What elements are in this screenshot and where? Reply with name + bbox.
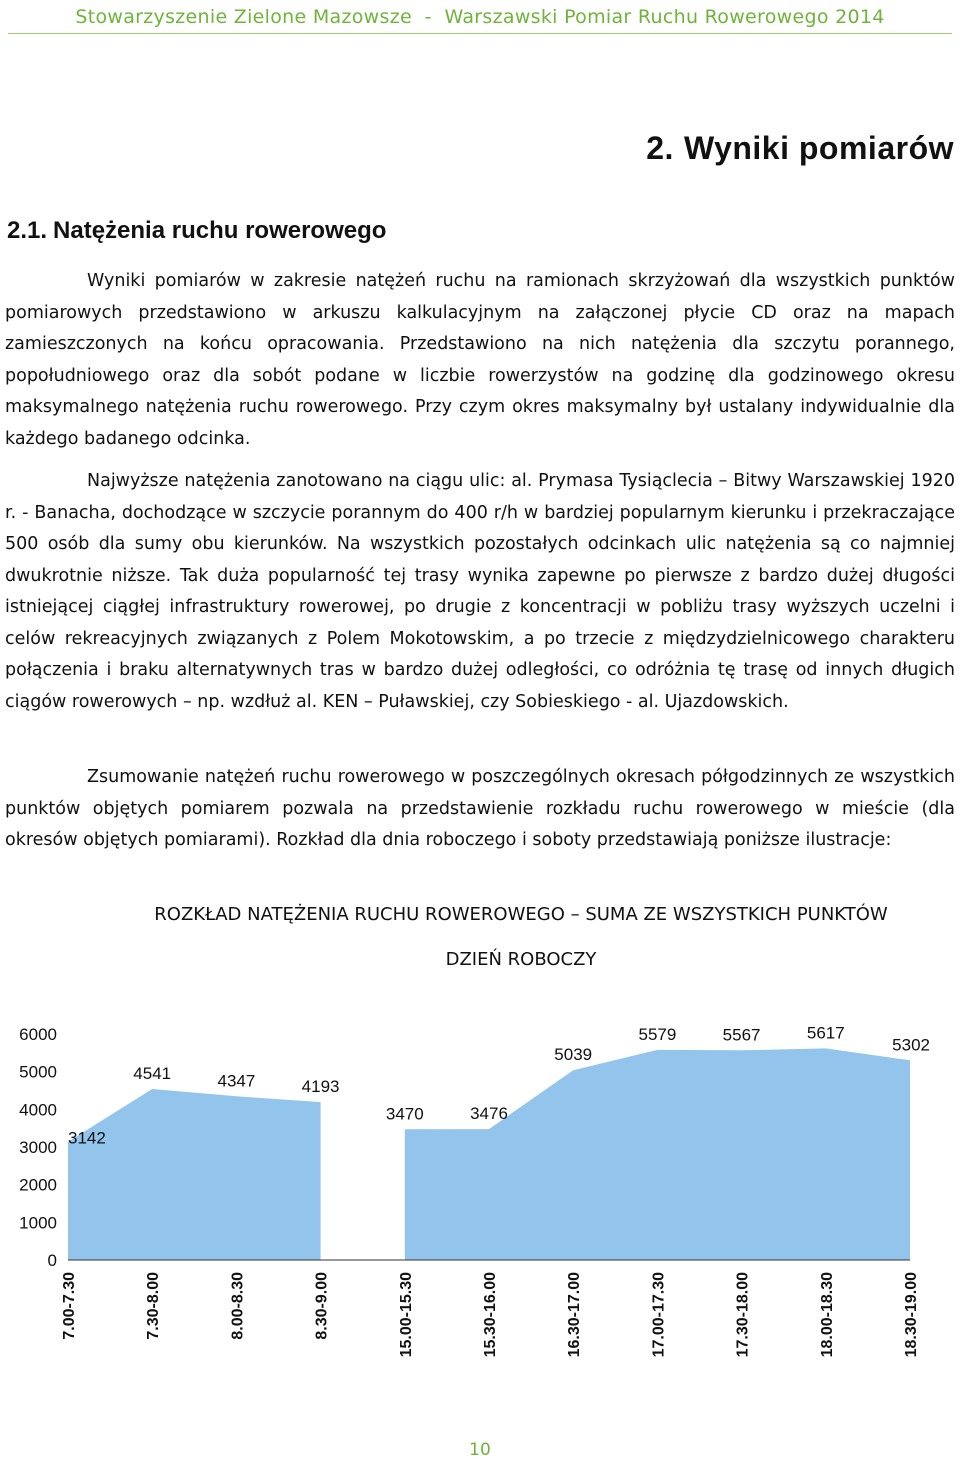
x-tick-label: 17.00-17.30: [650, 1272, 668, 1358]
data-label: 3142: [68, 1128, 106, 1148]
paragraph-1: Wyniki pomiarów w zakresie natężeń ruchu na ramionach skrzyżowań dla wszystkich punktów pomiarowych przedstawiono w arkuszu kalkulacyjnym na załączonej płycie CD oraz na mapach zamieszczonych na końcu opracowania. Przedstawiono na nich natężenia dla szczytu porannego, popołudniowego oraz dla sobót podane w liczbie rowerzystów na godzinę dla godzinowego okresu maksymalnego natężenia ruchu rowerowego. Przy czym okres maksymalny był ustalany indywidualnie dla każdego badanego odcinka.: [5, 271, 955, 449]
y-tick-label: 1000: [19, 1213, 57, 1233]
y-tick-label: 2000: [19, 1175, 57, 1195]
body-section-2: [5, 466, 955, 718]
section-title: [646, 130, 954, 167]
x-tick-label: 15.00-15.30: [397, 1272, 415, 1358]
y-tick-label: 3000: [19, 1138, 57, 1157]
subsection-title-text: Natężenia ruchu rowerowego: [53, 217, 387, 244]
header-divider: [8, 33, 952, 34]
figure-caption-subtitle: DZIEŃ ROBOCZY: [445, 949, 597, 970]
figure-caption-title: ROZKŁAD NATĘŻENIA RUCHU ROWEROWEGO – SUMA ZE WSZYSTKICH PUNKTÓW: [154, 904, 888, 925]
x-tick-label: 17.30-18.00: [734, 1272, 752, 1358]
data-label: 4193: [301, 1077, 340, 1097]
area-segment-2: [405, 1048, 910, 1260]
data-label: 4541: [133, 1063, 172, 1083]
data-label: 3476: [470, 1104, 508, 1124]
x-tick-label: 7.30-8.00: [145, 1272, 163, 1340]
page-number: 10: [469, 1440, 491, 1460]
x-tick-label: 18.00-18.30: [818, 1272, 836, 1358]
data-label: 5617: [806, 1023, 845, 1043]
x-tick-label: 8.00-8.30: [229, 1272, 247, 1340]
x-tick-label: 8.30-9.00: [313, 1272, 331, 1340]
page-header: Stowarzyszenie Zielone Mazowsze - Warszawski Pomiar Ruchu Rowerowego 2014: [75, 6, 885, 28]
data-label: 5567: [722, 1025, 761, 1045]
data-label: 5579: [638, 1024, 677, 1044]
y-tick-label: 6000: [19, 1025, 57, 1044]
x-tick-label: 15.30-16.00: [482, 1272, 499, 1358]
data-label: 3470: [385, 1104, 424, 1124]
section-title-text: Wyniki pomiarów: [683, 130, 954, 166]
traffic-distribution-chart: [0, 1008, 960, 1388]
x-tick-label: 18.30-19.00: [903, 1272, 920, 1358]
body-section-1: [5, 266, 955, 455]
subsection-number: 2.1.: [7, 217, 48, 244]
y-tick-label: 4000: [19, 1100, 57, 1120]
y-tick-label: 5000: [19, 1062, 57, 1082]
x-tick-label: 16.30-17.00: [566, 1272, 584, 1358]
data-label: 5039: [554, 1045, 593, 1065]
section-number: 2.: [646, 130, 674, 166]
data-label: 4347: [217, 1071, 256, 1091]
body-section-3: [5, 762, 955, 857]
x-tick-label: 7.00-7.30: [61, 1272, 78, 1340]
subsection-title: [7, 217, 386, 245]
data-label: 5302: [892, 1035, 930, 1055]
y-tick-label: 0: [47, 1251, 57, 1270]
paragraph-3: Zsumowanie natężeń ruchu rowerowego w poszczególnych okresach półgodzinnych ze wszystkich punktów objętych pomiarem pozwala na przedstawienie rozkładu ruchu rowerowego w mieście (dla okresów objętych pomiarami). Rozkład dla dnia roboczego i soboty przedstawiają poniższe ilustracje:: [5, 767, 955, 850]
paragraph-2: Najwyższe natężenia zanotowano na ciągu ulic: al. Prymasa Tysiąclecia – Bitwy Warszawskiej 1920 r. - Banacha, dochodzące w szczycie porannym do 400 r/h w bardziej popularnym kierunku i przekraczające 500 osób dla sumy obu kierunków. Na wszystkich pozostałych odcinkach ulic natężenia są co najmniej dwukrotnie niższe. Tak duża popularność tej trasy wynika zapewne po pierwsze z bardzo dużej długości istniejącej ciągłej infrastruktury rowerowej, po drugie z koncentracji w pobliżu trasy wyższych uczelni i celów rekreacyjnych związanych z Polem Mokotowskim, a po trzecie z międzydzielnicowego charakteru połączenia i braku alternatywnych tras w bardzo dużej odległości, co odróżnia tę trasę od innych długich ciągów rowerowych – np. wzdłuż al. KEN – Puławskiej, czy Sobieskiego - al. Ujazdowskich.: [5, 471, 955, 712]
area-segment-1: [68, 1089, 321, 1260]
